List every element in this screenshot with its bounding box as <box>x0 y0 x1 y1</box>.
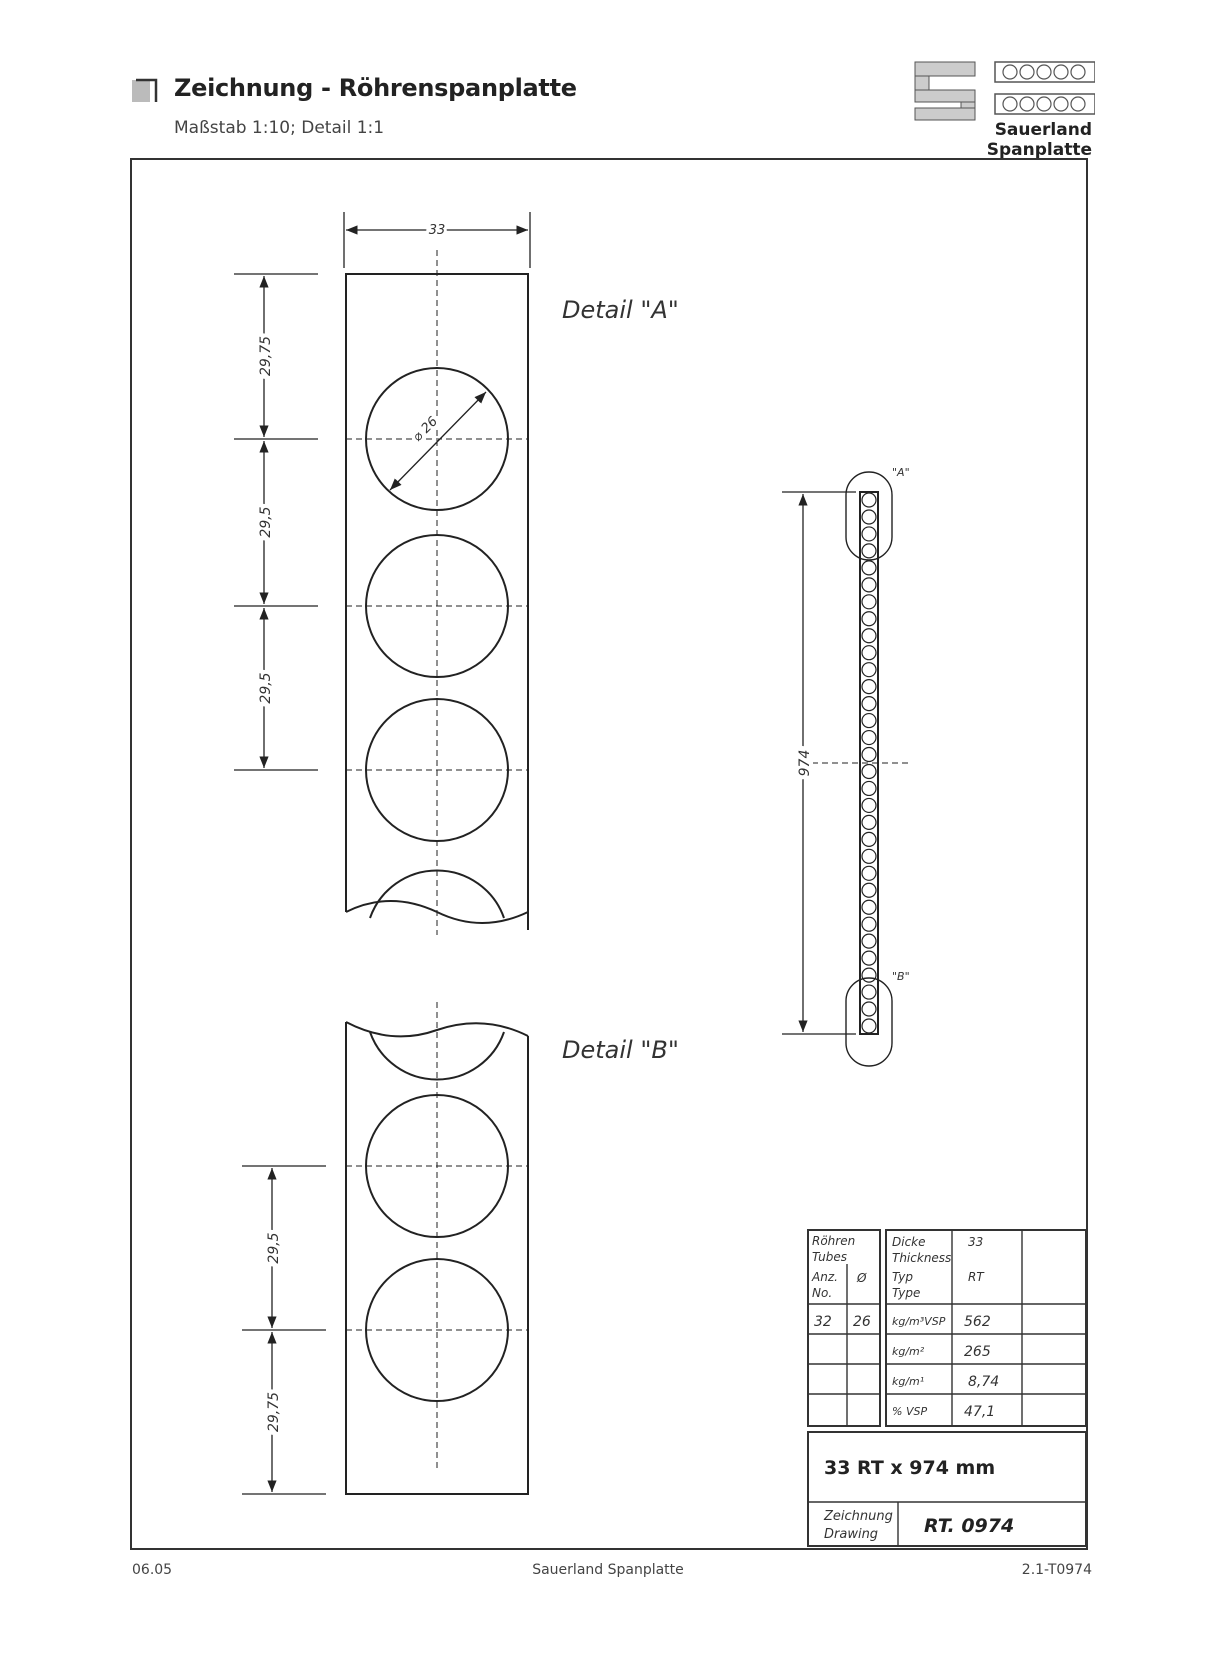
overview-tube <box>862 680 876 694</box>
type-value: RT <box>968 1270 984 1284</box>
overview-tube <box>862 731 876 745</box>
tubes-header-en: Tubes <box>812 1250 847 1264</box>
overview-tube <box>862 815 876 829</box>
tubes-header: Röhren <box>812 1234 856 1248</box>
tube-count: 32 <box>814 1314 832 1330</box>
overview-tube <box>862 544 876 558</box>
detail-b-label: Detail "B" <box>562 1036 679 1064</box>
scale-subtitle: Maßstab 1:10; Detail 1:1 <box>174 118 385 138</box>
overview-tube <box>862 612 876 626</box>
dim-b-1: 29,5 <box>266 1232 282 1264</box>
marker-a: "A" <box>892 466 910 479</box>
overview-tube <box>862 646 876 660</box>
overview-tube <box>862 951 876 965</box>
overview-tube <box>862 714 876 728</box>
dim-a-3: 29,5 <box>258 672 274 704</box>
diameter-header: Ø <box>857 1271 867 1285</box>
footer-code: 2.1-T0974 <box>1021 1562 1092 1578</box>
overview-tube <box>862 866 876 880</box>
dim-a-2: 29,5 <box>258 506 274 538</box>
overview-tube <box>862 883 876 897</box>
count-header: Anz. <box>812 1270 838 1284</box>
count-header-en: No. <box>812 1286 833 1300</box>
overview-tube <box>862 900 876 914</box>
overview-tube <box>862 832 876 846</box>
width-dimension: 33 <box>428 223 446 238</box>
row-value-3: 8,74 <box>968 1374 1000 1390</box>
overview-tube <box>862 764 876 778</box>
thickness-label-en: Thickness <box>892 1251 952 1265</box>
row-value-4: 47,1 <box>964 1404 996 1420</box>
spec-table-grid <box>808 1230 1086 1546</box>
dim-a-1: 29,75 <box>258 335 274 377</box>
logo-company-name: Sauerland Spanplatte <box>986 120 1092 160</box>
overview-tube <box>862 527 876 541</box>
diameter-dimension: ⌀ 26 <box>410 414 441 445</box>
overview-tube <box>862 595 876 609</box>
overview-tube <box>862 849 876 863</box>
row-unit-2: kg/m² <box>892 1345 925 1358</box>
overview-tube <box>862 493 876 507</box>
overview-tube <box>862 1002 876 1016</box>
type-label-en: Type <box>892 1286 921 1300</box>
drawing-number: RT. 0974 <box>924 1515 1015 1537</box>
product-designation: 33 RT x 974 mm <box>824 1457 996 1479</box>
type-label: Typ <box>892 1270 914 1284</box>
overview-length: 974 <box>797 749 813 777</box>
dim-b-2: 29,75 <box>266 1391 282 1433</box>
thickness-label: Dicke <box>892 1235 926 1249</box>
overview-tube <box>862 748 876 762</box>
row-value-2: 265 <box>964 1344 991 1360</box>
row-unit-3: kg/m¹ <box>892 1375 925 1388</box>
overview-tube <box>862 510 876 524</box>
tube-diameter: 26 <box>853 1314 871 1330</box>
drawing-label-en: Drawing <box>824 1527 879 1542</box>
overview-tube <box>862 798 876 812</box>
overview-tube <box>862 629 876 643</box>
footer-date: 06.05 <box>132 1562 173 1578</box>
overview-tube <box>862 968 876 982</box>
overview-tube <box>862 781 876 795</box>
overview-tube <box>862 917 876 931</box>
overview-tube <box>862 934 876 948</box>
thickness-value: 33 <box>968 1235 984 1249</box>
row-value-1: 562 <box>964 1314 991 1330</box>
page-title: Zeichnung - Röhrenspanplatte <box>174 74 577 102</box>
row-unit-1: kg/m³VSP <box>892 1315 946 1328</box>
overview-tube <box>862 985 876 999</box>
overview-tube <box>862 697 876 711</box>
overview-tube <box>862 561 876 575</box>
detail-b-section <box>242 1002 528 1494</box>
overview-tube <box>862 663 876 677</box>
marker-b: "B" <box>892 970 910 983</box>
row-unit-4: % VSP <box>892 1405 928 1418</box>
detail-a-label: Detail "A" <box>562 296 679 324</box>
overview-tube <box>862 578 876 592</box>
drawing-label: Zeichnung <box>824 1509 893 1524</box>
detail-a-section <box>234 212 530 935</box>
footer-company: Sauerland Spanplatte <box>532 1562 684 1578</box>
overview-tube <box>862 1019 876 1033</box>
